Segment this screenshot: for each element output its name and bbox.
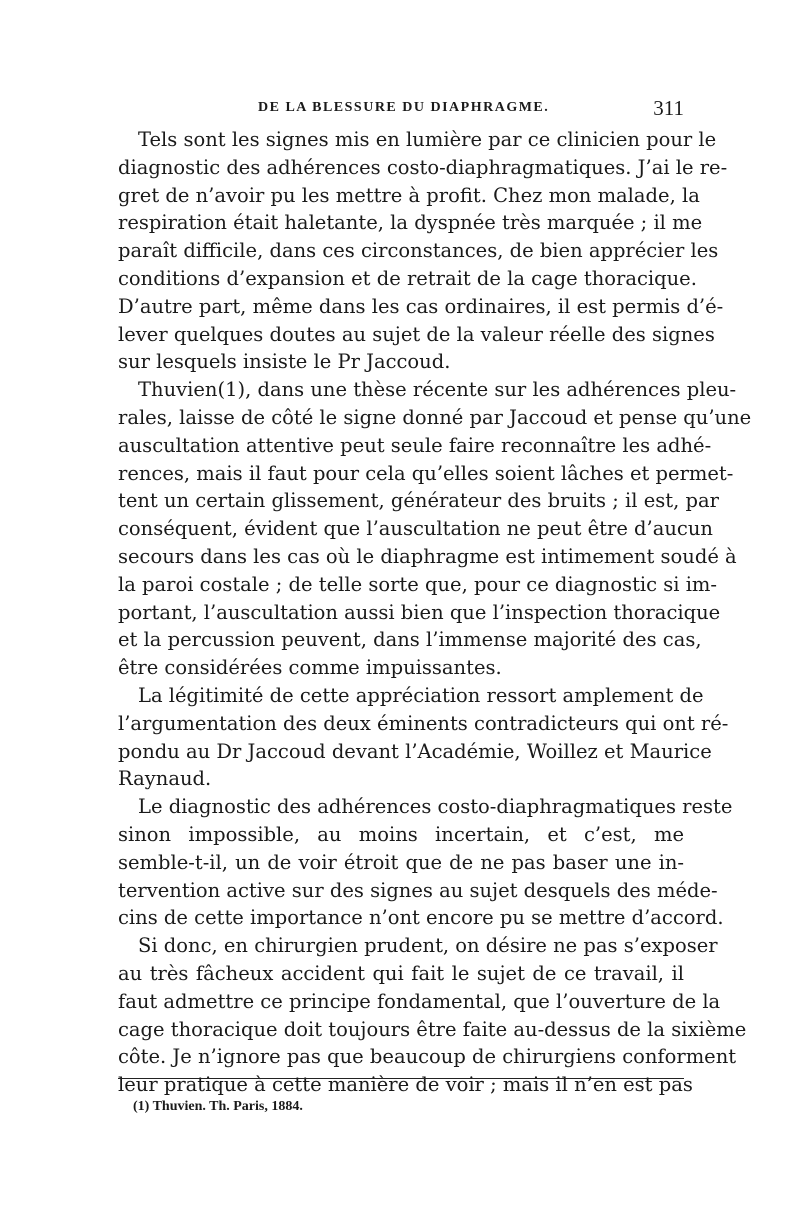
page-number: 311 xyxy=(653,96,684,120)
footnote: (1) Thuvien. Th. Paris, 1884. xyxy=(133,1099,303,1114)
text-line: conditions d’expansion et de retrait de la cage thoracique. xyxy=(118,266,697,290)
text-line: cage thoracique doit toujours être faite au-dessus de la sixième xyxy=(118,1017,747,1041)
text-line: rences, mais il faut pour cela qu’elles soient lâches et permet- xyxy=(118,461,734,485)
text-line: et la percussion peuvent, dans l’immense majorité des cas, xyxy=(118,628,702,652)
text-line: semble-t-il, un de voir étroit que de ne pas baser une in- xyxy=(118,850,684,874)
text-line: Tels sont les signes mis en lumière par ce clinicien pour le xyxy=(138,128,717,151)
running-head xyxy=(118,98,684,124)
text-line: gret de n’avoir pu les mettre à profit. Chez mon malade, la xyxy=(118,183,700,207)
text-line: la paroi costale ; de telle sorte que, pour ce diagnostic si im- xyxy=(118,572,718,596)
text-line: pondu au Dr Jaccoud devant l’Académie, Woillez et Maurice xyxy=(118,739,712,763)
text-line: cins de cette importance n’ont encore pu se mettre d’accord. xyxy=(118,906,724,930)
text-line: leur pratique à cette manière de voir ; mais il n’en est pas xyxy=(118,1073,693,1097)
text-line: conséquent, évident que l’auscultation ne peut être d’aucun xyxy=(118,517,713,541)
text-line: D’autre part, même dans les cas ordinaires, il est permis d’é- xyxy=(118,294,724,318)
text-line: auscultation attentive peut seule faire reconnaître les adhé- xyxy=(118,433,712,457)
text-line: sur lesquels insiste le Pr Jaccoud. xyxy=(118,350,451,374)
text-line: Si donc, en chirurgien prudent, on désire ne pas s’exposer xyxy=(138,934,718,958)
text-line: Thuvien(1), dans une thèse récente sur les adhérences pleu- xyxy=(138,378,737,402)
text-line: lever quelques doutes au sujet de la valeur réelle des signes xyxy=(118,322,715,346)
text-line: tent un certain glissement, générateur des bruits ; il est, par xyxy=(118,489,719,513)
text-line: au très fâcheux accident qui fait le sujet de ce travail, il xyxy=(118,961,684,985)
text-line: tervention active sur des signes au sujet desquels des méde- xyxy=(118,878,718,902)
text-line: Raynaud. xyxy=(118,767,212,791)
text-line: La légitimité de cette appréciation ressort amplement de xyxy=(138,683,704,707)
text-line: respiration était haletante, la dyspnée très marquée ; il me xyxy=(118,211,703,235)
text-line: Le diagnostic des adhérences costo-diaphragmatiques reste xyxy=(138,795,733,819)
running-title: DE LA BLESSURE DU DIAPHRAGME. xyxy=(258,100,550,115)
text-line: l’argumentation des deux éminents contradicteurs qui ont ré- xyxy=(118,711,729,735)
text-line: être considérées comme impuissantes. xyxy=(118,656,502,680)
text-line: secours dans les cas où le diaphragme est intimement soudé à xyxy=(118,544,737,568)
text-line: paraît difficile, dans ces circonstances, de bien apprécier les xyxy=(118,239,719,263)
text-line: sinon impossible, au moins incertain, et c’est, me xyxy=(118,822,684,846)
text-line: rales, laisse de côté le signe donné par Jaccoud et pense qu’une xyxy=(118,405,752,429)
text-line: côte. Je n’ignore pas que beaucoup de chirurgiens conforment xyxy=(118,1045,737,1069)
text-line: faut admettre ce principe fondamental, que l’ouverture de la xyxy=(118,989,721,1013)
footnote-divider xyxy=(118,1078,684,1079)
body-text xyxy=(118,126,752,1099)
text-line: diagnostic des adhérences costo-diaphragmatiques. J’ai le re- xyxy=(118,155,728,179)
text-line: portant, l’auscultation aussi bien que l’inspection thoracique xyxy=(118,600,721,624)
